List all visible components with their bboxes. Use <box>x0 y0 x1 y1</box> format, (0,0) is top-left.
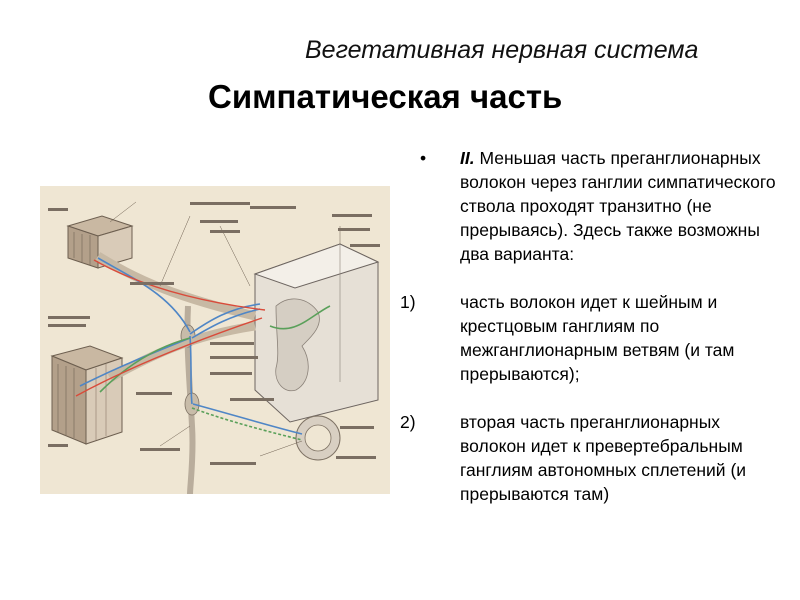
intro-prefix: II. <box>460 148 475 168</box>
text-content <box>400 146 780 506</box>
skin-block-bottom <box>52 346 122 444</box>
slide-subtitle: Вегетативная нервная система <box>305 36 699 64</box>
list-item-1-text: часть волокон идет к шейным и крестцовым ганглиям по межганглионарным ветвям (и там прерываются); <box>460 292 735 384</box>
intro-bullet <box>400 146 780 266</box>
sympathetic-pathway-illustration <box>40 186 390 494</box>
slide-title: Симпатическая часть <box>208 78 563 115</box>
list-item-2 <box>400 410 780 506</box>
list-item-2-text: вторая часть преганглионарных волокон идет к превертебральным ганглиям автономных сплетений (и прерываются там) <box>460 412 747 504</box>
list-item-1 <box>400 290 780 386</box>
list-item-1-marker: 1) <box>400 292 416 312</box>
spinal-cord-segment <box>255 244 378 422</box>
blood-vessel-ring <box>296 416 340 460</box>
intro-text: Меньшая часть преганглионарных волокон через ганглии симпатического ствола проходят транзитно (не прерываясь). Здесь также возможны два варианта: <box>460 148 776 264</box>
bullet-marker: • <box>420 148 427 168</box>
list-item-2-marker: 2) <box>400 412 416 432</box>
